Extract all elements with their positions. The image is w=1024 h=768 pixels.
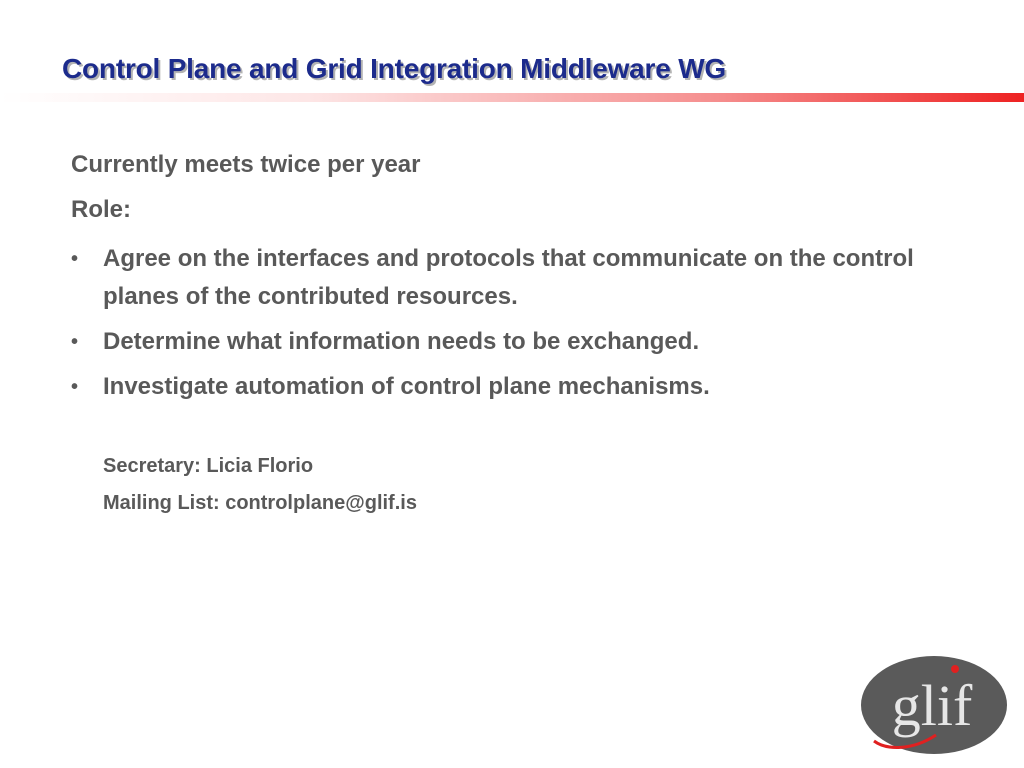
secretary-text: Secretary: Licia Florio: [103, 455, 314, 477]
bullet-dot-icon: •: [71, 248, 79, 270]
bullet-item: [71, 368, 951, 406]
slide-body: [71, 150, 951, 527]
title-gradient-rule: [0, 93, 1024, 102]
bullet-text: Determine what information needs to be exchanged.: [103, 328, 700, 355]
meeting-frequency-text: Currently meets twice per year: [71, 151, 421, 178]
bullet-text: Agree on the interfaces and protocols that communicate on the control planes of the contributed resources.: [103, 245, 914, 310]
bullet-dot-icon: •: [71, 376, 79, 398]
bullet-item: [71, 323, 951, 361]
bullet-text: Investigate automation of control plane mechanisms.: [103, 373, 710, 400]
spacer: [71, 413, 951, 453]
logo-wordmark: glif: [891, 673, 973, 738]
role-bullet-list: [71, 240, 951, 406]
bullet-dot-icon: •: [71, 331, 79, 353]
bullet-item: [71, 240, 951, 316]
role-label: Role:: [71, 196, 131, 223]
logo-dot: [951, 665, 959, 673]
mailing-list-text: Mailing List: controlplane@glif.is: [103, 492, 417, 514]
glif-logo: [860, 655, 1008, 755]
slide-title: Control Plane and Grid Integration Middleware WG: [62, 53, 726, 84]
